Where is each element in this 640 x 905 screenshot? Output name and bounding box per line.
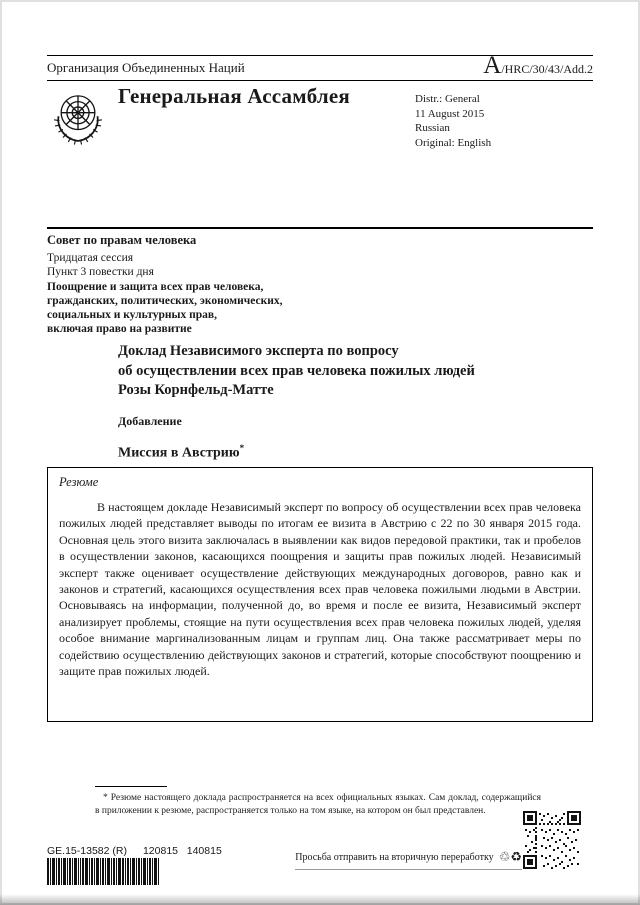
page-bottom-shadow [0,894,640,905]
doc-symbol [483,52,593,80]
recycle-text: Просьба отправить на вторичную переработку [295,852,494,863]
report-title-line: об осуществлении всех прав человека пожилых людей [118,362,475,379]
un-emblem-icon [47,87,109,149]
agenda-title-line: Поощрение и защита всех прав человека, [47,281,264,293]
footer-code-line [47,845,222,857]
date-line: 11 August 2015 [415,107,485,120]
summary-body: В настоящем докладе Независимый эксперт по вопросу об осуществлении всех прав человека пожилых людей представляет выводы по итогам ее визита в Австрию с 22 по 30 января 2015 года. Основная цель этого визита заключалась в выявлении как видов передовой практики, так и пробелов в осуществлении законов, касающихся поощрения и защиты прав пожилых людей. Независимый эксперт также оценивает осуществление действующих международных договоров, равно как и законов и стратегий, касающихся осуществления всех прав человека пожилыми людьми в Австрии. Основываясь на информации, полученной до, во время и после ее визита, Независимый эксперт анализирует проблемы, стоящие на пути осуществления всех прав человека пожилых людей, уделяя особое внимание маргинализованным лицам и группам лиц. Она также рассматривает меры по содействию осуществлению действующих законов и стратегий, которые способствуют поощрению и защите прав пожилых людей. [59,500,581,679]
agenda-title [47,280,282,336]
assembly-title: Генеральная Ассамблея [118,84,350,108]
distribution-block [415,92,491,150]
council-name: Совет по правам человека [47,233,197,247]
footnote-block [95,786,541,817]
original-language-line: Original: English [415,136,492,149]
masthead-mid-rule [47,80,593,81]
agenda-title-line: социальных и культурных прав, [47,309,217,321]
mission-text: Миссия в Австрию [118,445,240,461]
barcode [47,858,159,885]
footnote-body: Резюме настоящего доклада распространяется на всех официальных языках. Сам доклад, содержащийся в приложении к резюме, распространяется только на том языке, на котором он был представлен. [95,793,542,816]
recycle-note [295,851,522,870]
language-line: Russian [415,122,450,134]
footnote-text [95,792,541,817]
report-title-block [118,342,568,461]
summary-heading: Резюме [59,475,99,489]
footnote-reference: * [239,442,245,453]
session-number: Тридцатая сессия [47,252,134,264]
masthead-thick-rule [47,227,593,229]
summary-box [47,467,593,722]
session-block [47,233,282,336]
doc-symbol-rest: /HRC/30/43/Add.2 [501,62,593,76]
mission-title [118,443,568,462]
recycle-icon: ♲♻ [498,850,522,865]
footnote-marker: * [103,793,108,803]
org-name: Организация Объединенных Наций [47,60,245,75]
distr-line: Distr.: General [415,93,480,105]
agenda-item: Пункт 3 повестки дня [47,266,154,278]
report-title [118,342,568,401]
doc-symbol-letter: A [483,52,502,79]
print-numbers: 120815 140815 [142,845,222,857]
agenda-title-line: включая право на развитие [47,323,192,335]
agenda-title-line: гражданских, политических, экономических, [47,295,283,307]
qr-code [523,811,581,869]
footnote-separator [95,786,167,787]
ge-number: GE.15-13582 (R) [47,845,127,857]
report-title-line: Доклад Независимого эксперта по вопросу [118,343,399,359]
report-title-line: Розы Корнфельд-Матте [118,382,274,398]
addendum-label: Добавление [118,413,182,428]
